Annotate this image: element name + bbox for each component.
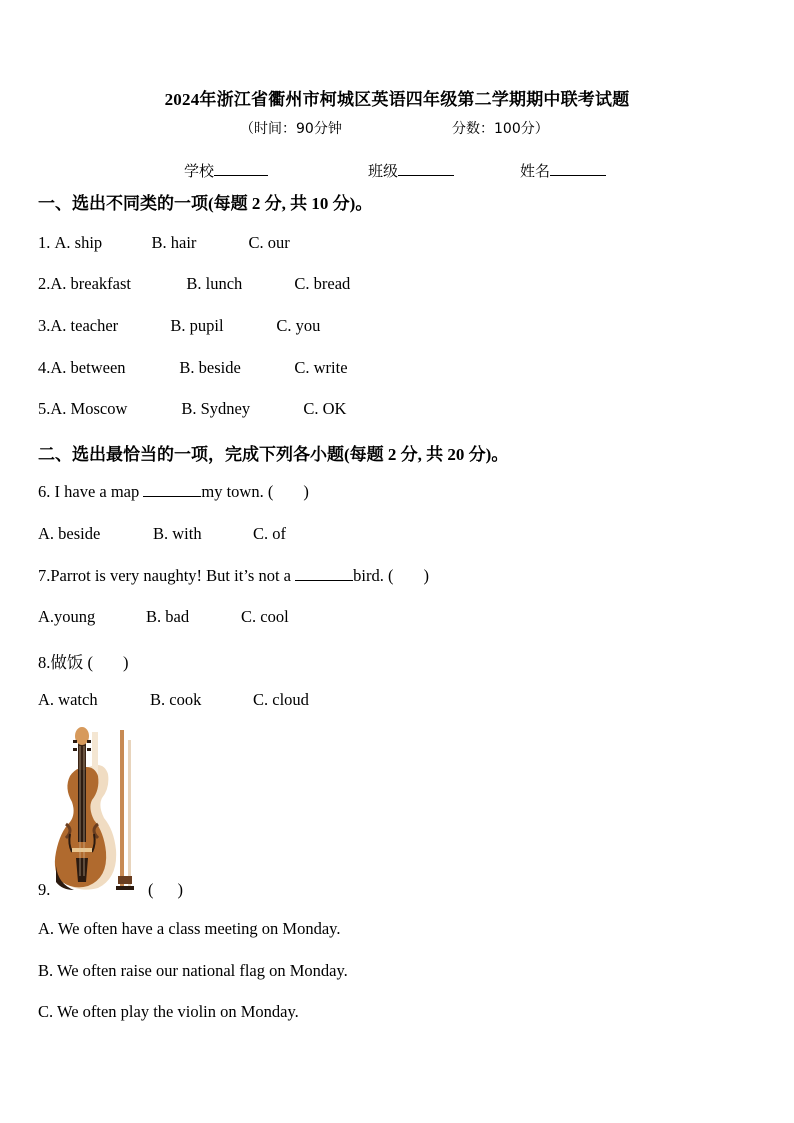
- question-8-options: [38, 690, 309, 710]
- question-number: 3.: [38, 316, 51, 335]
- question-9-paren[interactable]: [148, 880, 183, 900]
- school-label: 学校: [184, 164, 215, 180]
- option-c[interactable]: C. OK: [303, 399, 347, 418]
- close-paren: ): [177, 880, 183, 899]
- answer-blank[interactable]: [295, 579, 353, 581]
- option-c[interactable]: C. cool: [241, 607, 289, 626]
- class-blank[interactable]: [398, 174, 454, 176]
- option-a[interactable]: A. Moscow: [50, 399, 128, 418]
- option-c[interactable]: C. our: [248, 233, 290, 252]
- school-blank[interactable]: [214, 174, 268, 176]
- close-paren: ): [303, 482, 309, 501]
- question-3: [38, 316, 320, 336]
- question-9-option-b[interactable]: B. We often raise our national flag on Monday.: [38, 961, 348, 980]
- question-number: 1.: [38, 233, 55, 252]
- exam-time: （时间：90分钟: [240, 121, 342, 137]
- name-label: 姓名: [520, 164, 551, 180]
- option-c[interactable]: C. of: [253, 524, 286, 543]
- option-c[interactable]: C. write: [294, 358, 348, 377]
- question-6-options: [38, 524, 286, 544]
- option-b[interactable]: B. pupil: [170, 316, 224, 335]
- option-a[interactable]: A. beside: [38, 524, 101, 543]
- exam-score: 分数：100分）: [452, 121, 549, 137]
- question-7: [38, 566, 429, 586]
- option-c[interactable]: C. cloud: [253, 690, 309, 709]
- option-c[interactable]: C. bread: [294, 274, 351, 293]
- question-number: 9.: [38, 880, 51, 899]
- answer-blank[interactable]: [143, 495, 201, 497]
- question-text: my town. (: [201, 482, 274, 501]
- question-6: [38, 482, 309, 502]
- question-text: 8.做饭 (: [38, 653, 93, 672]
- question-9: [38, 880, 50, 900]
- page-title: 2024年浙江省衢州市柯城区英语四年级第二学期期中联考试题: [164, 90, 630, 109]
- option-b[interactable]: B. Sydney: [181, 399, 251, 418]
- option-b[interactable]: B. lunch: [186, 274, 243, 293]
- class-label: 班级: [368, 164, 399, 180]
- question-text: 6. I have a map: [38, 482, 144, 501]
- class-field[interactable]: [368, 160, 454, 181]
- option-b[interactable]: B. hair: [151, 233, 197, 252]
- close-paren: ): [123, 653, 129, 672]
- section2-heading: 二、选出最恰当的一项，完成下列各小题(每题 2 分, 共 20 分)。: [38, 445, 509, 464]
- question-4: [38, 358, 348, 378]
- question-2: [38, 274, 350, 294]
- option-a[interactable]: A. watch: [38, 690, 98, 709]
- name-blank[interactable]: [550, 174, 606, 176]
- option-a[interactable]: A. between: [50, 358, 126, 377]
- section1-heading: 一、选出不同类的一项(每题 2 分, 共 10 分)。: [38, 194, 373, 213]
- close-paren: ): [423, 566, 429, 585]
- school-field[interactable]: [184, 160, 268, 181]
- question-5: [38, 399, 346, 419]
- option-a[interactable]: A. ship: [54, 233, 103, 252]
- question-number: 5.: [38, 399, 51, 418]
- violin-icon: [52, 726, 144, 896]
- question-number: 2.: [38, 274, 51, 293]
- question-7-options: [38, 607, 289, 627]
- option-b[interactable]: B. with: [153, 524, 202, 543]
- question-text: 7.Parrot is very naughty! But it’s not a: [38, 566, 296, 585]
- option-a[interactable]: A. breakfast: [50, 274, 132, 293]
- question-9-option-a[interactable]: A. We often have a class meeting on Monday.: [38, 919, 341, 938]
- option-b[interactable]: B. cook: [150, 690, 202, 709]
- option-a[interactable]: A. teacher: [50, 316, 119, 335]
- name-field[interactable]: [520, 160, 606, 181]
- question-number: 4.: [38, 358, 51, 377]
- option-c[interactable]: C. you: [276, 316, 321, 335]
- option-b[interactable]: B. bad: [146, 607, 190, 626]
- question-9-option-c[interactable]: C. We often play the violin on Monday.: [38, 1002, 299, 1021]
- question-8: [38, 649, 129, 673]
- open-paren: (: [148, 880, 154, 899]
- question-text: bird. (: [353, 566, 394, 585]
- question-1: [38, 233, 290, 253]
- option-a[interactable]: A.young: [38, 607, 96, 626]
- option-b[interactable]: B. beside: [179, 358, 241, 377]
